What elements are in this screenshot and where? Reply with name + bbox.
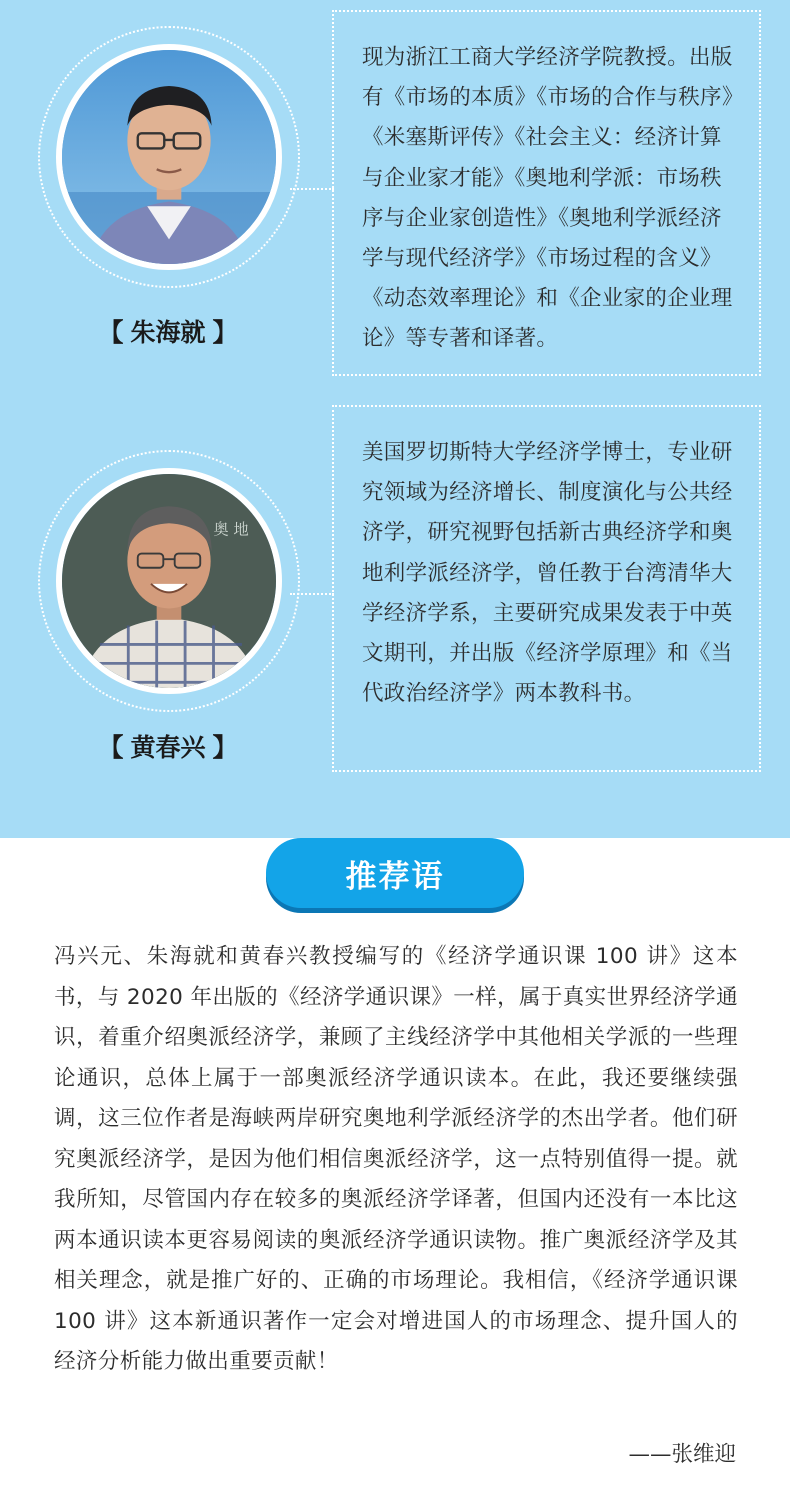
svg-text:奥 地: 奥 地	[213, 520, 249, 539]
bio-box	[332, 405, 761, 772]
author-bio: 美国罗切斯特大学经济学博士，专业研究领域为经济增长、制度演化与公共经济学，研究视野包括新古典经济学和奥地利学派经济学，曾任教于台湾清华大学经济学系，主要研究成果发表于中英文期刊，并出版《经济学原理》和《当代政治经济学》两本教科书。	[362, 440, 733, 707]
portrait-illustration	[62, 474, 276, 688]
avatar-photo-zhu	[56, 44, 282, 270]
recommendation-body: 冯兴元、朱海就和黄春兴教授编写的《经济学通识课 100 讲》这本书，与 2020 年出版的《经济学通识课》一样，属于真实世界经济学通识，着重介绍奥派经济学，兼顾了主线经济学中其他相关学派的一些理论通识，总体上属于一部奥派经济学通识读本。在此，我还要继续强调，这三位作者是海峡两岸研究奥地利学派经济学的杰出学者。他们研究奥派经济学，是因为他们相信奥派经济学，这一点特别值得一提。就我所知，尽管国内存在较多的奥派经济学译著，但国内还没有一本比这两本通识读本更容易阅读的奥派经济学通识读物。推广奥派经济学及其相关理念，就是推广好的、正确的市场理论。我相信，《经济学通识课 100 讲》这本新通识著作一定会对增进国人的市场理念、提升国人的经济分析能力做出重要贡献！	[54, 944, 738, 1374]
connector-line	[290, 593, 334, 595]
author-bio: 现为浙江工商大学经济学院教授。出版有《市场的本质》《市场的合作与秩序》《米塞斯评传》《社会主义：经济计算与企业家才能》《奥地利学派：市场秩序与企业家创造性》《奥地利学派经济学与现代经济学》《市场过程的含义》《动态效率理论》和《企业家的企业理论》等专著和译著。	[362, 45, 733, 352]
bio-box	[332, 10, 761, 376]
author-name: 【 朱海就 】	[98, 319, 238, 347]
connector-line	[290, 188, 334, 190]
avatar-photo-huang	[56, 468, 282, 694]
recommendation-signature: ——张维迎	[628, 1442, 736, 1467]
recommendation-title-badge	[266, 838, 524, 908]
author-name: 【 黄春兴 】	[98, 734, 238, 762]
portrait-illustration	[62, 50, 276, 264]
recommendation-title: 推荐语	[345, 858, 445, 894]
